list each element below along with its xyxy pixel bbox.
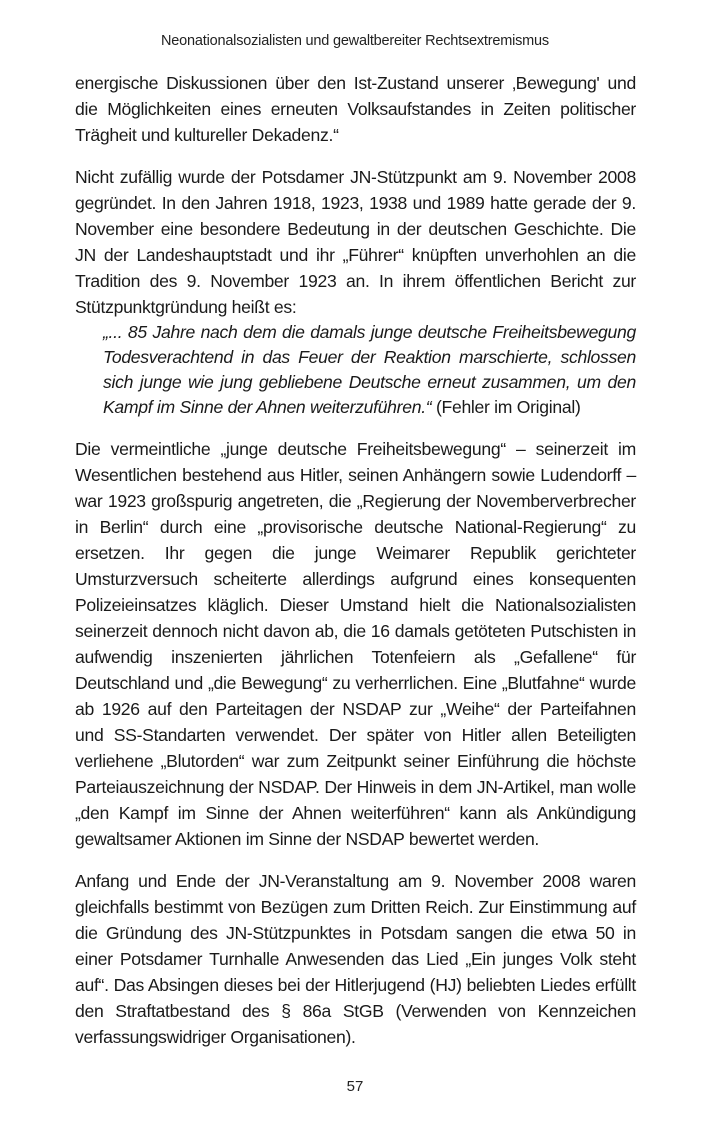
paragraph-historical-context: Die vermeintliche „junge deutsche Freiheitsbewegung“ – seinerzeit im Wesentlichen bestehend aus Hitler, seinen Anhängern sowie Ludendorff – war 1923 großspurig angetreten, die „Regierung der Novemberverbrecher in Berlin“ durch eine „provisorische deutsche National-Regierung“ zu ersetzen. Ihr gegen die junge Weimarer Republik gerichteter Umsturzversuch scheiterte allerdings aufgrund eines konsequenten Polizeieinsatzes kläglich. Dieser Umstand hielt die Nationalsozialisten seinerzeit dennoch nicht davon ab, die 16 damals getöteten Putschisten in aufwendig inszenierten jährlichen Totenfeiern als „Gefallene“ für Deutschland und „die Bewegung“ zu verherrlichen. Eine „Blutfahne“ wurde ab 1926 auf den Parteitagen der NSDAP zur „Weihe“ der Parteifahnen und SS-Standarten verwendet. Der später von Hitler allen Beteiligten verliehene „Blutorden“ war zum Zeitpunkt seiner Einführung die höchste Parteiauszeichnung der NSDAP. Der Hinweis in dem JN-Artikel, man wolle „den Kampf im Sinne der Ahnen weiterführen“ kann als Ankündigung gewaltsamer Aktionen im Sinne der NSDAP bewertet werden. (75, 439, 636, 849)
block-quote (103, 320, 636, 420)
paragraph-stuetzpunkt-founding: Nicht zufällig wurde der Potsdamer JN-Stützpunkt am 9. November 2008 gegründet. In den Jahren 1918, 1923, 1938 und 1989 hatte gerade der 9. November eine besondere Bedeutung in der deutschen Geschichte. Die JN der Landeshauptstadt und ihr „Führer“ knüpften unverhohlen an die Tradition des 9. November 1923 an. In ihrem öffentlichen Bericht zur Stützpunktgründung heißt es: (75, 167, 636, 317)
page-number: 57 (346, 1078, 364, 1095)
paragraph-continuation: energische Diskussionen über den Ist-Zustand unserer ‚Bewegung' und die Möglichkeiten eines erneuten Volksaufstandes in Zeiten politischer Trägheit und kultureller Dekadenz.“ (75, 73, 636, 145)
running-header: Neonationalsozialisten und gewaltbereiter Rechtsextremismus (161, 33, 549, 49)
text-column (75, 70, 636, 1050)
quote-note: (Fehler im Original) (431, 397, 581, 417)
quote-text: „... 85 Jahre nach dem die damals junge deutsche Freiheitsbewegung Todesverachtend in das Feuer der Reaktion marschierte, schlossen sich junge wie jung gebliebene Deutsche erneut zusammen, um den Kampf im Sinne der Ahnen weiterzuführen.“ (103, 322, 636, 417)
paragraph-event-details: Anfang und Ende der JN-Veranstaltung am 9. November 2008 waren gleichfalls bestimmt von Bezügen zum Dritten Reich. Zur Einstimmung auf die Gründung des JN-Stützpunktes in Potsdam sangen die etwa 50 in einer Potsdamer Turnhalle Anwesenden das Lied „Ein junges Volk steht auf“. Das Absingen dieses bei der Hitlerjugend (HJ) beliebten Liedes erfüllt den Straftatbestand des § 86a StGB (Verwenden von Kennzeichen verfassungswidriger Organisationen). (75, 871, 636, 1047)
